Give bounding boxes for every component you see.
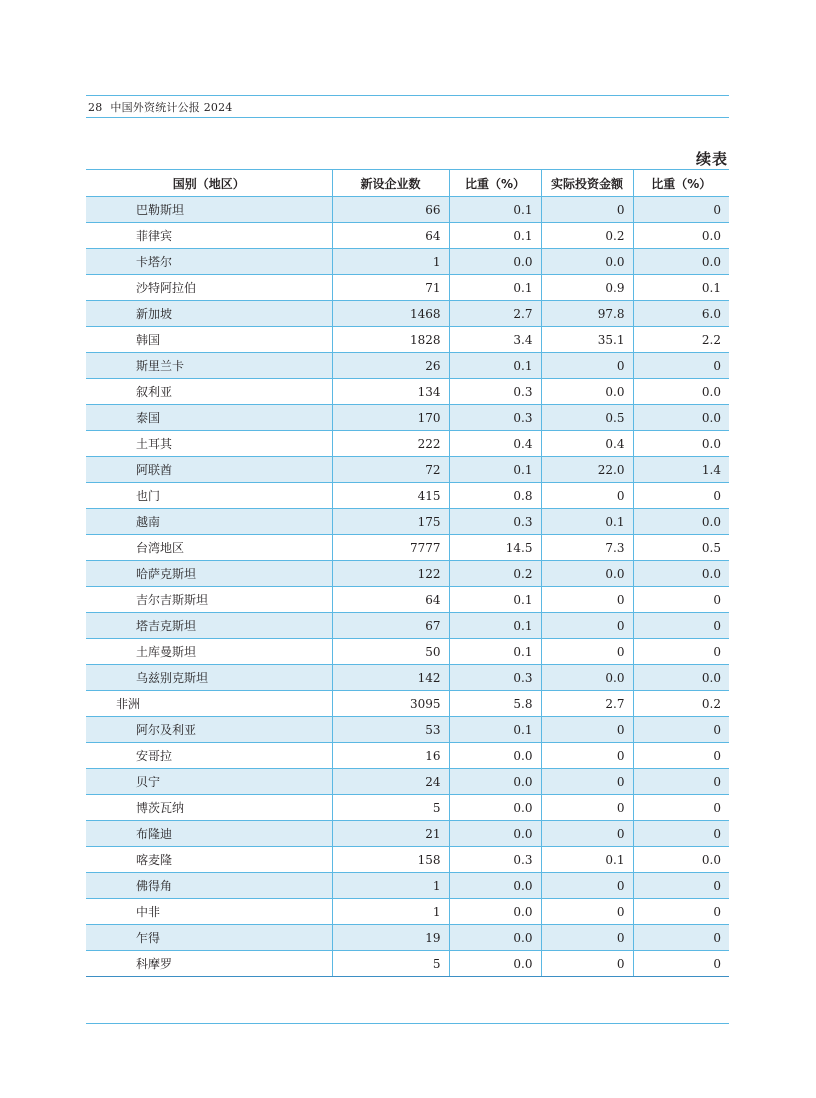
cell-new-enterprises: 415 [332, 483, 449, 509]
page-number: 28 [88, 101, 103, 114]
cell-new-enterprises: 1 [332, 873, 449, 899]
cell-investment-share: 0 [633, 587, 729, 613]
cell-share: 2.7 [449, 301, 541, 327]
table-row [86, 431, 729, 457]
cell-actual-investment: 7.3 [541, 535, 633, 561]
cell-investment-share: 0 [633, 873, 729, 899]
cell-investment-share: 0.0 [633, 223, 729, 249]
cell-investment-share: 0 [633, 353, 729, 379]
cell-share: 0.1 [449, 223, 541, 249]
table-body [86, 197, 729, 977]
table-row [86, 821, 729, 847]
cell-country: 佛得角 [86, 873, 332, 899]
cell-country: 喀麦隆 [86, 847, 332, 873]
cell-country: 科摩罗 [86, 951, 332, 977]
cell-share: 0.3 [449, 405, 541, 431]
cell-actual-investment: 0 [541, 951, 633, 977]
cell-share: 0.3 [449, 509, 541, 535]
table-row [86, 301, 729, 327]
table-row [86, 743, 729, 769]
cell-country: 非洲 [86, 691, 332, 717]
cell-share: 0.4 [449, 431, 541, 457]
cell-new-enterprises: 7777 [332, 535, 449, 561]
table-row [86, 769, 729, 795]
cell-new-enterprises: 16 [332, 743, 449, 769]
cell-investment-share: 0.0 [633, 249, 729, 275]
cell-new-enterprises: 24 [332, 769, 449, 795]
cell-new-enterprises: 1468 [332, 301, 449, 327]
cell-actual-investment: 22.0 [541, 457, 633, 483]
cell-investment-share: 0 [633, 925, 729, 951]
table-row [86, 405, 729, 431]
cell-actual-investment: 0.4 [541, 431, 633, 457]
cell-share: 0.0 [449, 899, 541, 925]
table-row [86, 847, 729, 873]
cell-investment-share: 0 [633, 899, 729, 925]
cell-country: 巴勒斯坦 [86, 197, 332, 223]
cell-investment-share: 0.0 [633, 665, 729, 691]
cell-investment-share: 6.0 [633, 301, 729, 327]
table-row [86, 717, 729, 743]
table-row [86, 249, 729, 275]
cell-share: 0.0 [449, 249, 541, 275]
cell-new-enterprises: 142 [332, 665, 449, 691]
cell-actual-investment: 0 [541, 483, 633, 509]
cell-share: 0.0 [449, 873, 541, 899]
cell-new-enterprises: 3095 [332, 691, 449, 717]
cell-investment-share: 0 [633, 197, 729, 223]
cell-country: 也门 [86, 483, 332, 509]
statistics-table [86, 169, 729, 977]
table-row [86, 483, 729, 509]
table-row [86, 275, 729, 301]
cell-country: 阿联酋 [86, 457, 332, 483]
table-row [86, 197, 729, 223]
cell-share: 0.0 [449, 821, 541, 847]
cell-new-enterprises: 64 [332, 587, 449, 613]
cell-actual-investment: 0 [541, 899, 633, 925]
cell-actual-investment: 0 [541, 717, 633, 743]
cell-share: 0.2 [449, 561, 541, 587]
cell-country: 菲律宾 [86, 223, 332, 249]
cell-investment-share: 0.0 [633, 509, 729, 535]
cell-country: 台湾地区 [86, 535, 332, 561]
cell-country: 塔吉克斯坦 [86, 613, 332, 639]
cell-country: 吉尔吉斯斯坦 [86, 587, 332, 613]
cell-share: 0.0 [449, 925, 541, 951]
cell-investment-share: 0.1 [633, 275, 729, 301]
cell-new-enterprises: 1 [332, 249, 449, 275]
cell-country: 博茨瓦纳 [86, 795, 332, 821]
cell-new-enterprises: 72 [332, 457, 449, 483]
cell-actual-investment: 0 [541, 795, 633, 821]
cell-investment-share: 0.5 [633, 535, 729, 561]
table-row [86, 327, 729, 353]
cell-investment-share: 0 [633, 769, 729, 795]
table-row [86, 665, 729, 691]
footer-rule [86, 1023, 729, 1024]
cell-new-enterprises: 66 [332, 197, 449, 223]
cell-new-enterprises: 122 [332, 561, 449, 587]
cell-country: 中非 [86, 899, 332, 925]
cell-actual-investment: 0 [541, 925, 633, 951]
cell-investment-share: 0.0 [633, 405, 729, 431]
cell-country: 泰国 [86, 405, 332, 431]
cell-new-enterprises: 134 [332, 379, 449, 405]
cell-share: 0.1 [449, 457, 541, 483]
cell-new-enterprises: 1 [332, 899, 449, 925]
cell-new-enterprises: 222 [332, 431, 449, 457]
continued-label: 续表 [695, 150, 728, 168]
cell-actual-investment: 0.5 [541, 405, 633, 431]
cell-actual-investment: 0.0 [541, 665, 633, 691]
cell-investment-share: 0 [633, 951, 729, 977]
cell-new-enterprises: 67 [332, 613, 449, 639]
cell-new-enterprises: 175 [332, 509, 449, 535]
cell-new-enterprises: 21 [332, 821, 449, 847]
table-row [86, 639, 729, 665]
cell-country: 布隆迪 [86, 821, 332, 847]
cell-investment-share: 0 [633, 639, 729, 665]
column-header-share: 比重（%） [449, 170, 541, 197]
cell-actual-investment: 0 [541, 353, 633, 379]
cell-country: 叙利亚 [86, 379, 332, 405]
cell-share: 0.1 [449, 197, 541, 223]
cell-share: 0.1 [449, 275, 541, 301]
cell-actual-investment: 0.1 [541, 509, 633, 535]
cell-actual-investment: 2.7 [541, 691, 633, 717]
cell-investment-share: 1.4 [633, 457, 729, 483]
cell-investment-share: 0.0 [633, 561, 729, 587]
cell-new-enterprises: 50 [332, 639, 449, 665]
table-row [86, 223, 729, 249]
column-header-new-enterprises: 新设企业数 [332, 170, 449, 197]
cell-country: 阿尔及利亚 [86, 717, 332, 743]
table-row [86, 795, 729, 821]
cell-investment-share: 0 [633, 613, 729, 639]
cell-new-enterprises: 53 [332, 717, 449, 743]
cell-share: 0.0 [449, 743, 541, 769]
table-row [86, 509, 729, 535]
cell-share: 0.1 [449, 717, 541, 743]
cell-actual-investment: 0 [541, 743, 633, 769]
table-row [86, 457, 729, 483]
cell-actual-investment: 0.0 [541, 249, 633, 275]
cell-new-enterprises: 19 [332, 925, 449, 951]
cell-investment-share: 0 [633, 717, 729, 743]
cell-share: 0.3 [449, 665, 541, 691]
cell-share: 0.0 [449, 795, 541, 821]
cell-country: 韩国 [86, 327, 332, 353]
cell-actual-investment: 0 [541, 821, 633, 847]
cell-country: 卡塔尔 [86, 249, 332, 275]
cell-actual-investment: 0 [541, 613, 633, 639]
table-row [86, 899, 729, 925]
cell-new-enterprises: 5 [332, 795, 449, 821]
cell-share: 5.8 [449, 691, 541, 717]
cell-country: 乌兹别克斯坦 [86, 665, 332, 691]
table-row [86, 353, 729, 379]
cell-country: 哈萨克斯坦 [86, 561, 332, 587]
table-row [86, 379, 729, 405]
table-row [86, 925, 729, 951]
cell-country: 新加坡 [86, 301, 332, 327]
cell-actual-investment: 0 [541, 639, 633, 665]
cell-share: 0.0 [449, 769, 541, 795]
cell-share: 0.1 [449, 353, 541, 379]
cell-country: 土库曼斯坦 [86, 639, 332, 665]
cell-investment-share: 0 [633, 743, 729, 769]
table-row [86, 535, 729, 561]
cell-investment-share: 0.2 [633, 691, 729, 717]
cell-country: 沙特阿拉伯 [86, 275, 332, 301]
cell-share: 0.3 [449, 847, 541, 873]
cell-actual-investment: 97.8 [541, 301, 633, 327]
column-header-actual-investment: 实际投资金额 [541, 170, 633, 197]
table-header-row [86, 170, 729, 197]
running-header [88, 99, 233, 115]
column-header-country: 国别（地区） [86, 170, 332, 197]
cell-actual-investment: 0.2 [541, 223, 633, 249]
table-row [86, 561, 729, 587]
cell-investment-share: 0.0 [633, 431, 729, 457]
cell-actual-investment: 0 [541, 769, 633, 795]
table-row [86, 587, 729, 613]
cell-share: 0.3 [449, 379, 541, 405]
table-row [86, 951, 729, 977]
header-top-rule [86, 95, 729, 96]
cell-country: 斯里兰卡 [86, 353, 332, 379]
cell-share: 14.5 [449, 535, 541, 561]
cell-investment-share: 2.2 [633, 327, 729, 353]
cell-actual-investment: 0 [541, 873, 633, 899]
cell-new-enterprises: 5 [332, 951, 449, 977]
cell-new-enterprises: 158 [332, 847, 449, 873]
cell-country: 乍得 [86, 925, 332, 951]
cell-investment-share: 0 [633, 483, 729, 509]
table-row [86, 691, 729, 717]
cell-new-enterprises: 71 [332, 275, 449, 301]
cell-new-enterprises: 1828 [332, 327, 449, 353]
table-row [86, 613, 729, 639]
cell-new-enterprises: 26 [332, 353, 449, 379]
cell-country: 贝宁 [86, 769, 332, 795]
cell-investment-share: 0.0 [633, 379, 729, 405]
cell-actual-investment: 0 [541, 587, 633, 613]
cell-share: 0.1 [449, 613, 541, 639]
cell-share: 0.1 [449, 639, 541, 665]
publication-title: 中国外资统计公报 2024 [110, 101, 233, 114]
cell-share: 3.4 [449, 327, 541, 353]
header-bottom-rule [86, 117, 729, 118]
table-row [86, 873, 729, 899]
column-header-investment-share: 比重（%） [633, 170, 729, 197]
cell-actual-investment: 0 [541, 197, 633, 223]
cell-investment-share: 0.0 [633, 847, 729, 873]
cell-share: 0.1 [449, 587, 541, 613]
cell-share: 0.8 [449, 483, 541, 509]
cell-new-enterprises: 170 [332, 405, 449, 431]
cell-investment-share: 0 [633, 795, 729, 821]
cell-country: 越南 [86, 509, 332, 535]
cell-actual-investment: 0.1 [541, 847, 633, 873]
cell-country: 安哥拉 [86, 743, 332, 769]
cell-actual-investment: 0.0 [541, 379, 633, 405]
cell-actual-investment: 0.9 [541, 275, 633, 301]
cell-actual-investment: 35.1 [541, 327, 633, 353]
cell-actual-investment: 0.0 [541, 561, 633, 587]
cell-new-enterprises: 64 [332, 223, 449, 249]
cell-share: 0.0 [449, 951, 541, 977]
cell-investment-share: 0 [633, 821, 729, 847]
cell-country: 土耳其 [86, 431, 332, 457]
